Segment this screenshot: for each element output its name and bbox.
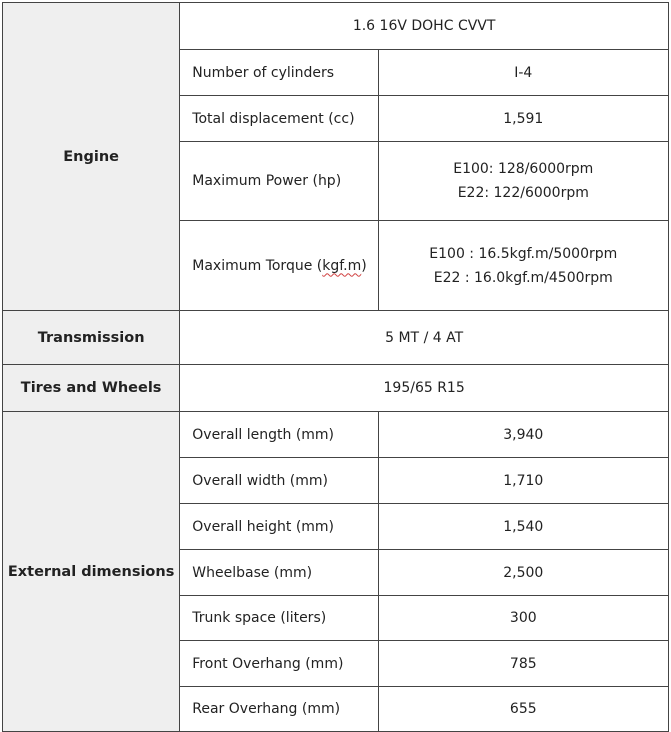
power-value-e22: E22: 122/6000rpm bbox=[457, 185, 589, 201]
power-value bbox=[378, 142, 668, 221]
dimension-label: Wheelbase (mm) bbox=[180, 550, 378, 596]
torque-label bbox=[180, 221, 378, 311]
torque-value-e22: E22 : 16.0kgf.m/4500rpm bbox=[433, 269, 613, 286]
dimension-label: Overall height (mm) bbox=[180, 504, 378, 550]
dimension-label: Trunk space (liters) bbox=[180, 596, 378, 641]
dimension-value: 300 bbox=[378, 596, 668, 641]
displacement-value: 1,591 bbox=[378, 96, 668, 142]
torque-value-e100: E100 : 16.5kgf.m/5000rpm bbox=[429, 245, 618, 262]
dimension-label: Rear Overhang (mm) bbox=[180, 687, 378, 732]
cylinders-label: Number of cylinders bbox=[180, 50, 378, 96]
tires-value: 195/65 R15 bbox=[180, 365, 669, 412]
transmission-value: 5 MT / 4 AT bbox=[180, 311, 669, 365]
table-row bbox=[3, 412, 669, 458]
category-dimensions: External dimensions bbox=[3, 412, 180, 732]
table-row bbox=[3, 365, 669, 412]
spec-table bbox=[2, 2, 669, 732]
dimension-label: Overall width (mm) bbox=[180, 458, 378, 504]
dimension-value: 1,710 bbox=[378, 458, 668, 504]
table-row bbox=[3, 311, 669, 365]
dimension-value: 2,500 bbox=[378, 550, 668, 596]
dimension-value: 785 bbox=[378, 641, 668, 687]
torque-label-prefix: Maximum Torque ( bbox=[192, 257, 323, 274]
cylinders-value: I-4 bbox=[378, 50, 668, 96]
engine-type: 1.6 16V DOHC CVVT bbox=[180, 3, 669, 50]
torque-label-unit: kgf.m bbox=[322, 257, 362, 274]
dimension-label: Overall length (mm) bbox=[180, 412, 378, 458]
table-row bbox=[3, 3, 669, 50]
displacement-label: Total displacement (cc) bbox=[180, 96, 378, 142]
power-value-e100: E100: 128/6000rpm bbox=[453, 161, 594, 177]
power-label: Maximum Power (hp) bbox=[180, 142, 378, 221]
dimension-value: 3,940 bbox=[378, 412, 668, 458]
category-engine: Engine bbox=[3, 3, 180, 311]
category-transmission: Transmission bbox=[3, 311, 180, 365]
category-tires: Tires and Wheels bbox=[3, 365, 180, 412]
dimension-value: 1,540 bbox=[378, 504, 668, 550]
torque-value bbox=[378, 221, 668, 311]
torque-label-suffix: ) bbox=[361, 257, 367, 274]
dimension-value: 655 bbox=[378, 687, 668, 732]
dimension-label: Front Overhang (mm) bbox=[180, 641, 378, 687]
